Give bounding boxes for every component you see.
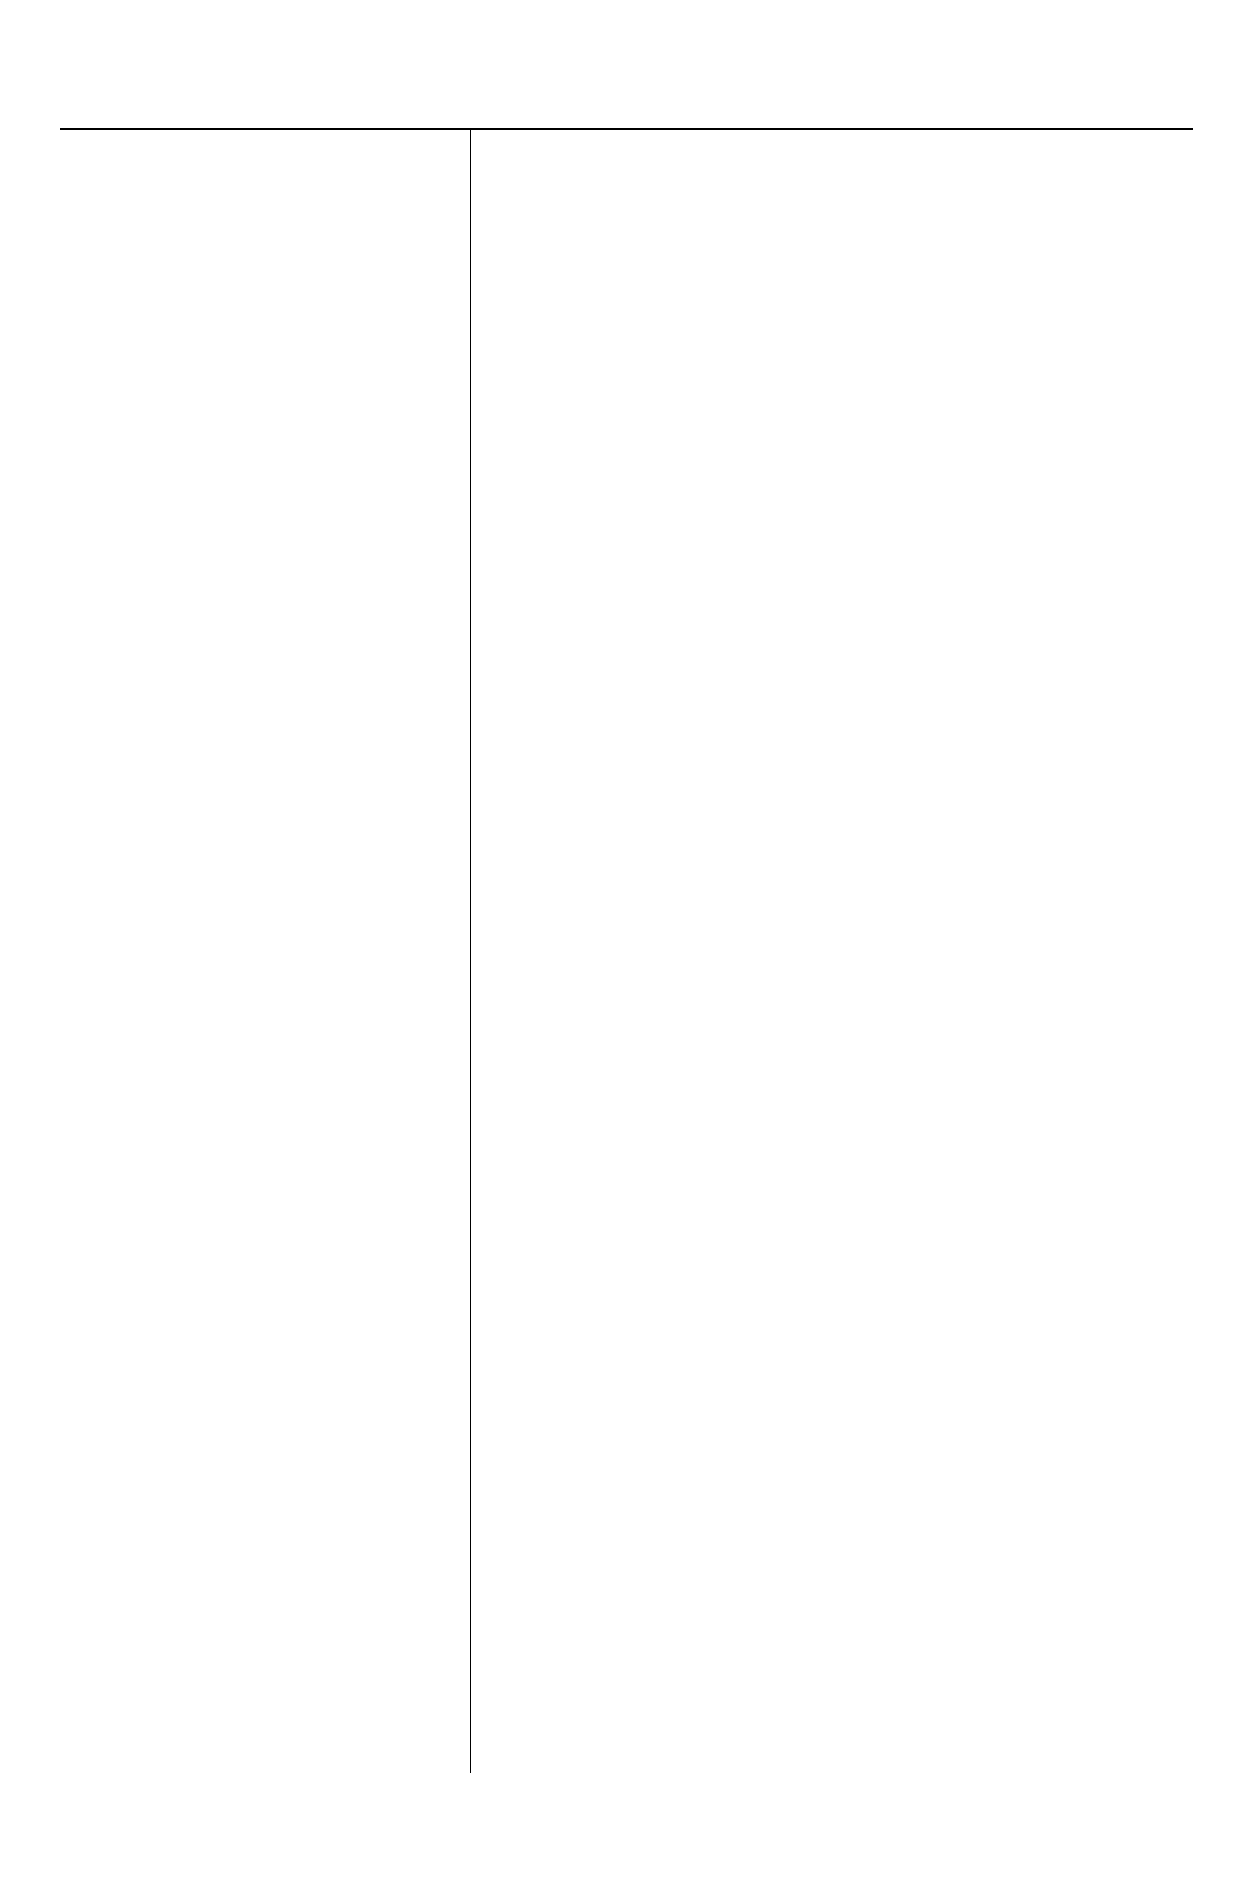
side-column xyxy=(66,122,458,1772)
main-column xyxy=(497,122,1187,1772)
page-header xyxy=(0,0,1253,100)
column-divider xyxy=(470,128,471,1773)
